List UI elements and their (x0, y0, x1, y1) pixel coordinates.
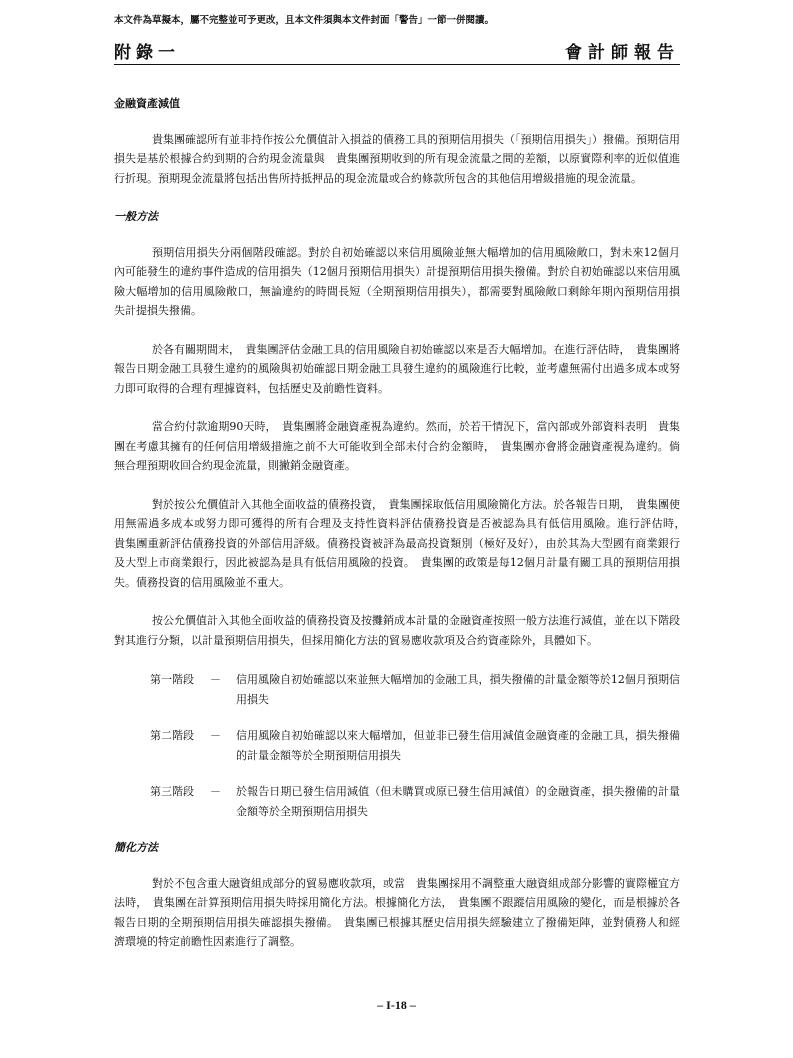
stage-description: 信用風險自初始確認以來大幅增加，但並非已發生信用減值金融資產的金融工具，損失撥備的計量金額等於全期預期信用損失 (236, 729, 680, 762)
stage-list (114, 670, 680, 821)
report-title: 會計師報告 (565, 43, 680, 63)
stage-item (150, 782, 680, 821)
stage-label: 第二階段 (150, 729, 194, 742)
stage-dash: － (210, 785, 221, 798)
section-title: 金融資產減值 (114, 97, 180, 110)
stage-item (150, 726, 680, 765)
stage-label: 第一階段 (150, 673, 194, 686)
simplified-approach-heading: 簡化方法 (114, 841, 158, 854)
page-number: – I-18 – (377, 998, 416, 1012)
appendix-label: 附錄一 (114, 43, 180, 63)
paragraph: 當合約付款逾期90天時， 貴集團將金融資產視為違約。然而，於若干情況下，當內部或外部資料表明 貴集團在考慮其擁有的任何信用增級措施之前不大可能收到全部未付合約金額時， 貴集團亦會將金融資產視為違約。倘無合理預期收回合約現金流量，則撇銷金融資產。 (114, 420, 680, 472)
page-body (114, 94, 691, 971)
stage-item (150, 670, 680, 709)
stage-description: 信用風險自初始確認以來並無大幅增加的金融工具，損失撥備的計量金額等於12個月預期信用損失 (236, 673, 680, 706)
paragraph: 按公允價值計入其他全面收益的債務投資及按攤銷成本計量的金融資產按照一般方法進行減值，並在以下階段對其進行分類，以計量預期信用損失，但採用簡化方法的貿易應收款項及合約資產除外，具體如下。 (114, 614, 680, 647)
paragraph: 對於按公允價值計入其他全面收益的債務投資， 貴集團採取低信用風險簡化方法。於各報告日期， 貴集團使用無需過多成本或努力即可獲得的所有合理及支持性資料評估債務投資是否被認為具有低信用風險。進行評估時， 貴集團重新評估債務投資的外部信用評級。債務投資被評為最高投資類別（極好及好），由於其為大型國有商業銀行及大型上市商業銀行，因此被認為是具有低信用風險的投資。 貴集團的政策是每12個月計量有關工具的預期信用損失。債務投資的信用風險並不重大。 (114, 497, 691, 589)
stage-description: 於報告日期已發生信用減值（但未購買或原已發生信用減值）的金融資產，損失撥備的計量金額等於全期預期信用損失 (236, 785, 680, 818)
general-approach-heading: 一般方法 (114, 210, 158, 223)
intro-paragraph: 貴集團確認所有並非持作按公允價值計入損益的債務工具的預期信用損失（「預期信用損失」）撥備。預期信用損失是基於根據合約到期的合約現金流量與 貴集團預期收到的所有現金流量之間的差額，以原實際利率的近似值進行折現。預期現金流量將包括出售所持抵押品的現金流量或合約條款所包含的其他信用增級措施的現金流量。 (114, 132, 680, 185)
paragraph: 於各有關期間末， 貴集團評估金融工具的信用風險自初始確認以來是否大幅增加。在進行評估時， 貴集團將報告日期金融工具發生違約的風險與初始確認日期金融工具發生違約的風險進行比較，並考慮無需付出過多成本或努力即可取得的合理有理據資料，包括歷史及前瞻性資料。 (114, 342, 680, 395)
stage-dash: － (210, 673, 221, 686)
paragraph: 預期信用損失分兩個階段確認。對於自初始確認以來信用風險並無大幅增加的信用風險敞口，對未來12個月內可能發生的違約事件造成的信用損失（12個月預期信用損失）計提預期信用損失撥備。對於自初始確認以來信用風險大幅增加的信用風險敞口，無論違約的時間長短（全期預期信用損失），都需要對風險敞口剩餘年期內預期信用損失計提損失撥備。 (114, 245, 680, 317)
stage-label: 第三階段 (150, 785, 194, 798)
header-divider (114, 64, 680, 65)
paragraph: 對於不包含重大融資組成部分的貿易應收款項，或當 貴集團採用不調整重大融資組成部分影響的實際權宜方法時， 貴集團在計算預期信用損失時採用簡化方法。根據簡化方法， 貴集團不跟蹤信用風險的變化，而是根據於各報告日期的全期預期信用損失確認損失撥備。 貴集團已根據其歷史信用損失經驗建立了撥備矩陣，並對債務人和經濟環境的特定前瞻性因素進行了調整。 (114, 876, 680, 948)
draft-warning: 本文件為草擬本，屬不完整並可予更改，且本文件須與本文件封面「警告」一節一併閱讀。 (114, 15, 495, 26)
stage-dash: － (210, 729, 221, 742)
